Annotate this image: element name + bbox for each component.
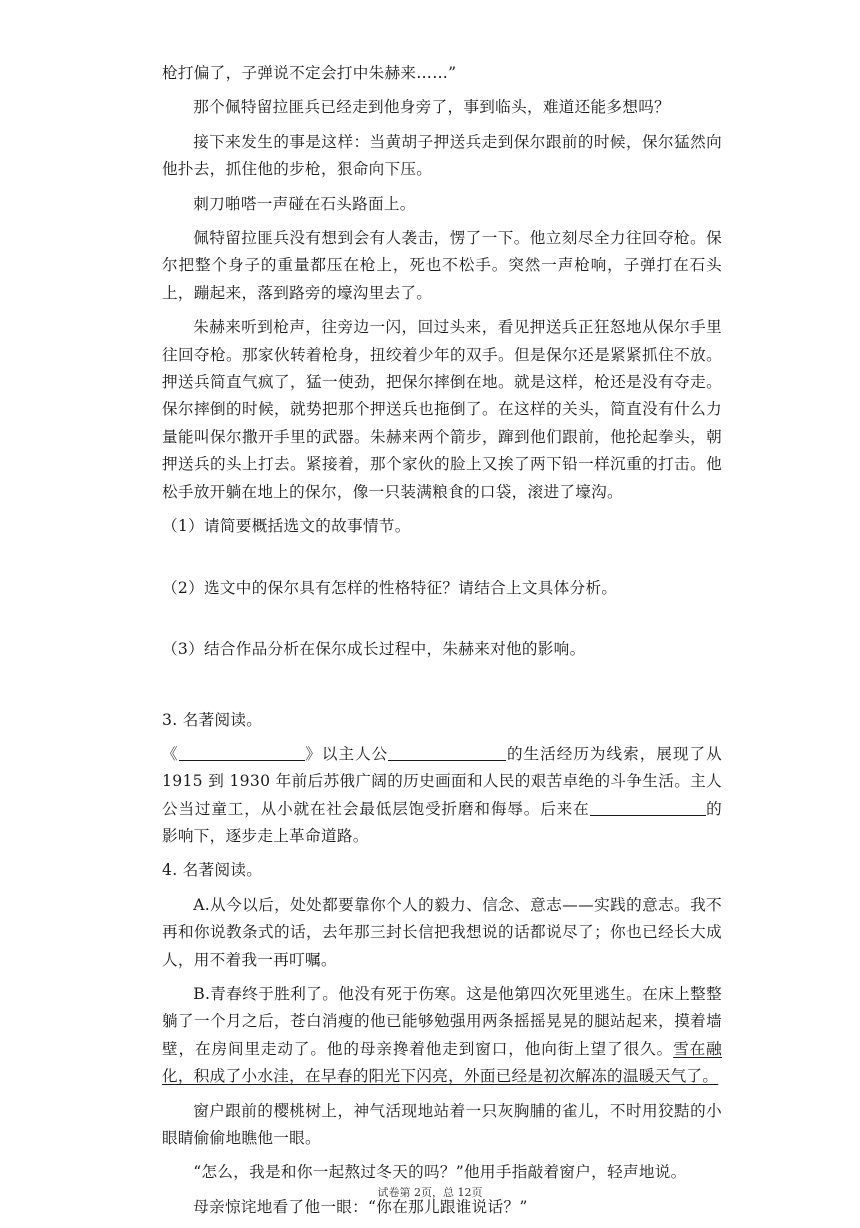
passage-paragraph-2: 接下来发生的事是这样：当黄胡子押送兵走到保尔跟前的时候，保尔猛然向他扑去，抓住他的步枪，狠命向下压。	[162, 132, 722, 179]
fill-blank-influencer[interactable]	[590, 797, 706, 816]
section-4-title: 4. 名著阅读。	[162, 861, 263, 880]
fill-text-3: 的影响下，逐步走上革命道路。	[162, 799, 722, 845]
question-1: （1）请简要概括选文的故事情节。	[162, 517, 411, 536]
excerpt-c: 窗户跟前的樱桃树上，神气活现地站着一只灰胸脯的雀儿，不时用狡黠的小眼睛偷偷地瞧他一眼。	[162, 1101, 722, 1147]
fill-blank-book-title[interactable]	[179, 742, 305, 761]
answer-space-1	[162, 541, 722, 575]
excerpt-b-underlined: 雪在融化，积成了小水洼，在早春的阳光下闪亮，外面已经是初次解冻的温暖天气了。	[162, 1039, 722, 1086]
section-3-fill-in	[162, 741, 722, 851]
page-content	[162, 60, 722, 1228]
book-title-open: 《	[162, 744, 179, 763]
excerpt-a: A.从今以后，处处都要靠你个人的毅力、信念、意志——实践的意志。我不再和你说教条式的话，去年那三封长信把我想说的话都说尽了；你也已经长大成人，用不着我一再叮嘱。	[162, 895, 722, 969]
question-2: （2）选文中的保尔具有怎样的性格特征？请结合上文具体分析。	[162, 578, 618, 597]
passage-paragraph-3: 刺刀啪嗒一声碰在石头路面上。	[193, 194, 416, 213]
section-3-title: 3. 名著阅读。	[162, 711, 263, 730]
fill-text-2: 的生活经历为线索，展现了从 1915 到 1930 年前后苏俄广阔的历史画面和人民的艰苦卓绝的斗争生活。主人公当过童工，从小就在社会最低层饱受折磨和侮辱。后来在	[162, 744, 722, 818]
fill-text-1: 》以主人公	[304, 744, 389, 763]
passage-paragraph-5: 朱赫来听到枪声，往旁边一闪，回过头来，看见押送兵正狂怒地从保尔手里往回夺枪。那家伙转着枪身，扭绞着少年的双手。但是保尔还是紧紧抓住不放。押送兵简直气疯了，猛一使劲，把保尔摔倒在地。就是这样，枪还是没有夺走。保尔摔倒的时候，就势把那个押送兵也拖倒了。在这样的关头，简直没有什么力量能叫保尔撒开手里的武器。朱赫来两个箭步，蹿到他们跟前，他抡起拳头，朝押送兵的头上打去。紧接着，那个家伙的脸上又挨了两下铅一样沉重的打击。他松手放开躺在地上的保尔，像一只装满粮食的口袋，滚进了壕沟。	[162, 318, 722, 501]
question-3: （3）结合作品分析在保尔成长过程中，朱赫来对他的影响。	[162, 639, 586, 658]
excerpt-b	[162, 981, 722, 1091]
excerpt-d: “怎么，我是和你一起熬过冬天的吗？”他用手指敲着窗户，轻声地说。	[193, 1163, 687, 1182]
passage-line: 枪打偏了，子弹说不定会打中朱赫来……”	[162, 64, 457, 82]
passage-paragraph-4: 佩特留拉匪兵没有想到会有人袭击，愣了一下。他立刻尽全力往回夺枪。保尔把整个身子的重量都压在枪上，死也不松手。突然一声枪响，子弹打在石头上，蹦起来，落到路旁的壕沟里去了。	[162, 229, 722, 302]
page-footer: 试卷第 2页，总 12页	[377, 1186, 483, 1199]
passage-paragraph-1: 那个佩特留拉匪兵已经走到他身旁了，事到临头，难道还能多想吗？	[193, 98, 671, 117]
excerpt-e: 母亲惊诧地看了他一眼：“你在那儿跟谁说话？”	[193, 1197, 528, 1216]
answer-space-2	[162, 602, 722, 636]
excerpt-b-text: B.青春终于胜利了。他没有死于伤寒。这是他第四次死里逃生。在床上整整躺了一个月之后，苍白消瘦的他已能够勉强用两条摇摇晃晃的腿站起来，摸着墙壁，在房间里走动了。他的母亲搀着他走到窗口，他向街上望了很久。	[162, 984, 722, 1058]
answer-space-3	[162, 663, 722, 697]
fill-blank-protagonist[interactable]	[388, 742, 506, 761]
